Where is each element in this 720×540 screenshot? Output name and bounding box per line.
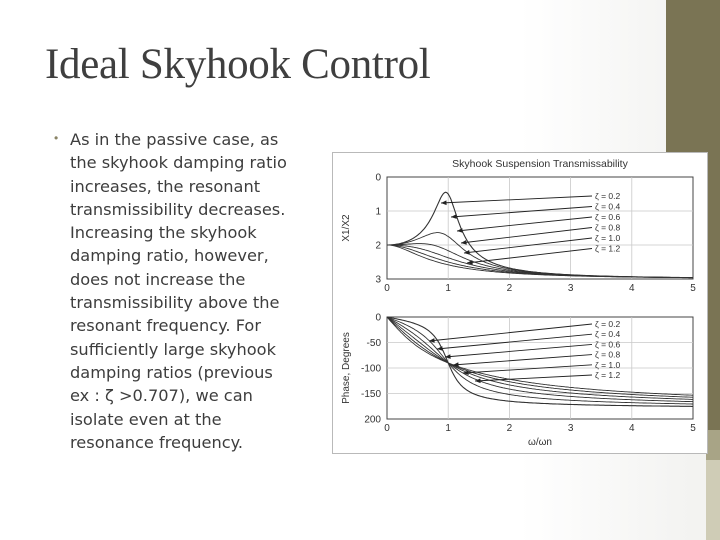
legend-label: ζ = 0.6 (595, 339, 621, 350)
y-tick-label: -100 (360, 363, 381, 375)
accent-bar-light (706, 460, 720, 540)
y-tick-label: 1 (375, 206, 381, 218)
x-tick-label: 3 (567, 423, 574, 434)
legend-label: ζ = 0.4 (595, 201, 621, 212)
x-axis-label: ω/ωn (528, 437, 552, 448)
y-tick-label: 2 (375, 240, 381, 252)
legend-arrow (463, 365, 592, 373)
slide-title: Ideal Skyhook Control (45, 41, 431, 88)
y-tick-label: -150 (360, 389, 381, 400)
legend-arrow-head (429, 338, 435, 343)
bullet-point (54, 128, 324, 454)
y-tick-label: 200 (364, 414, 381, 426)
legend-arrow-head (461, 240, 467, 245)
x-tick-label: 1 (445, 423, 451, 434)
legend-label: ζ = 0.8 (595, 222, 621, 233)
legend-arrow-head (441, 200, 447, 205)
legend-arrow (453, 355, 592, 365)
legend-label: ζ = 0.6 (595, 212, 621, 222)
y-tick-label: 0 (375, 312, 381, 324)
series-line (387, 233, 693, 278)
legend-arrow (457, 217, 592, 231)
bullet-text: As in the passive case, as the skyhook damping ratio increases, the resonant transmissibility decreases. Increasing the skyhook damping ratio, however, does not increase the transmissibility above the resonant frequency. For sufficiently large skyhook damping ratios (previous ex : ζ >0.707), we can isolate even at the resonance frequency. (70, 130, 287, 452)
x-tick-label: 3 (567, 283, 574, 294)
x-tick-label: 0 (384, 283, 390, 294)
chart-figure (332, 152, 708, 454)
magnitude-panel (341, 158, 696, 294)
x-tick-label: 4 (629, 283, 635, 294)
y-tick-label: 3 (375, 274, 381, 286)
phase-panel (341, 313, 696, 449)
y-axis-label: Phase, Degrees (341, 332, 352, 404)
legend-label: ζ = 0.4 (595, 329, 621, 340)
legend-label: ζ = 0.8 (595, 349, 621, 360)
legend-arrow-head (451, 214, 457, 219)
legend-arrow (441, 196, 592, 203)
legend-label: ζ = 0.2 (595, 319, 621, 329)
series-line (387, 317, 693, 404)
legend-label: ζ = 1.2 (595, 243, 621, 254)
x-tick-label: 2 (506, 283, 513, 294)
bullet-dot-icon: • (54, 131, 59, 145)
y-axis-label: X1/X2 (341, 214, 352, 242)
legend-label: ζ = 0.2 (595, 191, 621, 201)
series-line (387, 192, 693, 277)
y-tick-label: -50 (366, 338, 381, 349)
y-tick-label: 0 (375, 172, 381, 184)
legend-label: ζ = 1.0 (595, 359, 621, 370)
legend-label: ζ = 1.2 (595, 370, 621, 380)
x-tick-label: 5 (690, 283, 696, 294)
legend-arrow (429, 324, 592, 341)
x-tick-label: 2 (506, 423, 513, 434)
legend-label: ζ = 1.0 (595, 233, 621, 243)
series-line (387, 317, 693, 395)
x-tick-label: 4 (629, 423, 635, 434)
chart-title: Skyhook Suspension Transmissability (452, 158, 628, 170)
legend-arrow-head (457, 228, 463, 233)
plot-frame (387, 177, 693, 279)
transmissibility-chart (333, 153, 707, 453)
x-tick-label: 5 (690, 423, 696, 434)
x-tick-label: 1 (445, 283, 451, 294)
x-tick-label: 0 (384, 423, 390, 434)
